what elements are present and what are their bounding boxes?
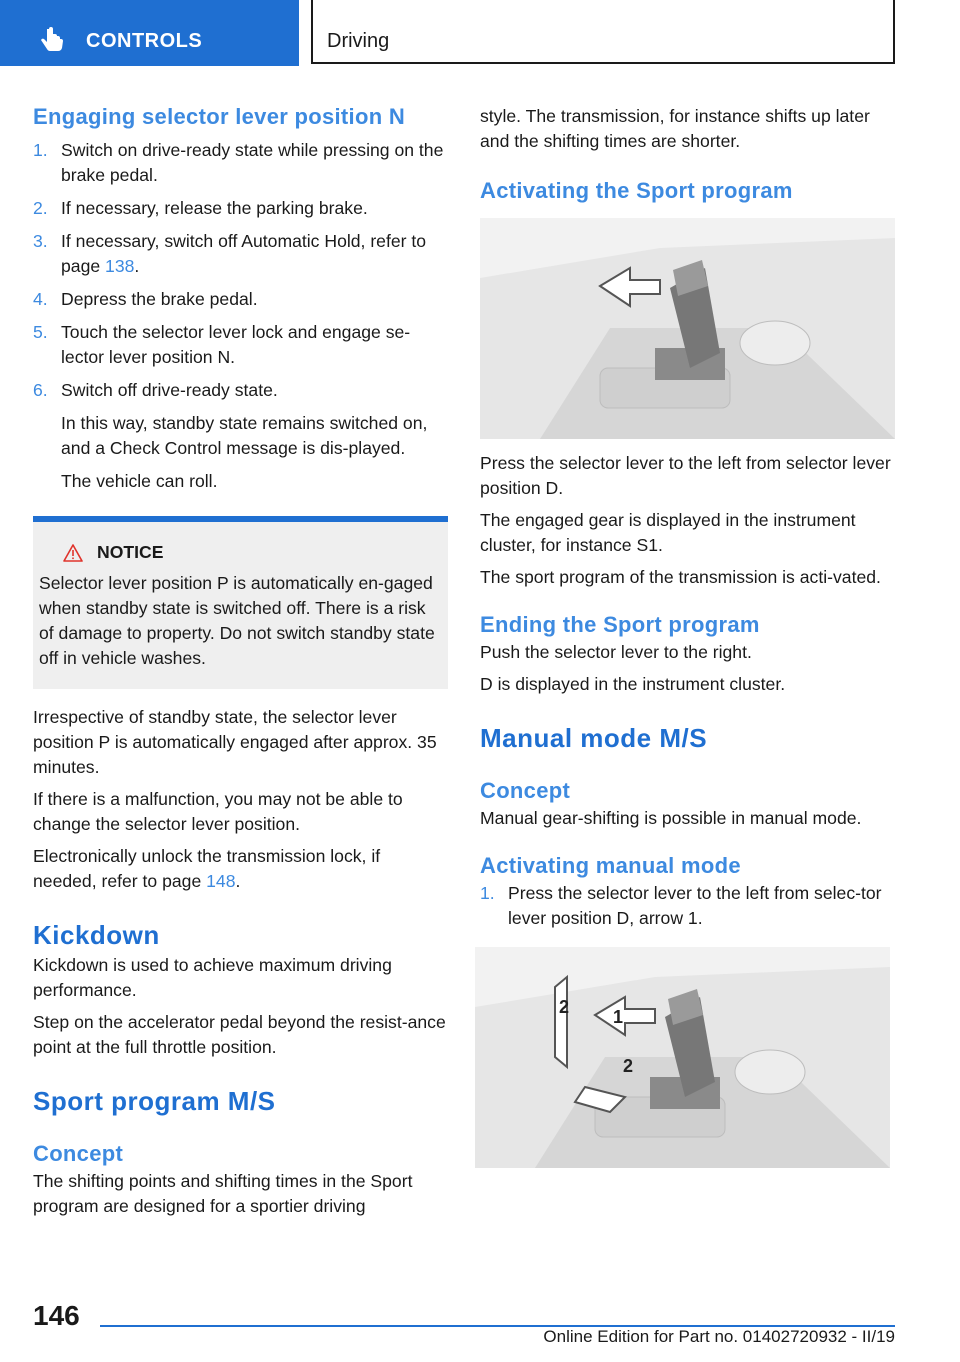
figure-selector-lever-manual xyxy=(475,947,890,1168)
paragraph: style. The transmission, for instance shifts up later and the shifting times are shorter. xyxy=(480,106,870,151)
list-item: 3. If necessary, switch off Automatic Hold, refer to page 138. xyxy=(33,231,427,276)
paragraph: Push the selector lever to the right. xyxy=(480,642,752,662)
heading-activating-sport: Activating the Sport program xyxy=(480,178,793,203)
paragraph: The engaged gear is displayed in the instrument cluster, for instance S1. xyxy=(480,510,856,555)
arrow-label: 1 xyxy=(613,1007,624,1027)
warning-icon xyxy=(63,544,83,562)
figure-selector-lever-sport xyxy=(480,218,895,439)
list-item: 6. Switch off drive-ready state. In this way, standby state remains switched on, and a Check Control message is dis‐played. The vehicle can roll. xyxy=(33,378,448,494)
section-tab[interactable] xyxy=(0,0,299,66)
manual-steps-list xyxy=(480,881,895,931)
edition-text: Online Edition for Part no. 01402720932 - II/19 xyxy=(543,1327,895,1346)
right-column xyxy=(480,104,895,1168)
heading-manual-mode: Manual mode M/S xyxy=(480,723,708,753)
paragraph: Manual gear-shifting is possible in manual mode. xyxy=(480,808,862,828)
step-note: The vehicle can roll. xyxy=(61,471,218,491)
paragraph: The sport program of the transmission is acti‐vated. xyxy=(480,567,881,587)
paragraph: Electronically unlock the transmission lock, if needed, refer to page 148. xyxy=(33,846,381,891)
section-label: CONTROLS xyxy=(86,30,203,52)
list-item: 1. Switch on drive-ready state while pressing on the brake pedal. xyxy=(33,140,444,185)
engage-steps-list xyxy=(33,138,448,494)
list-item: 1. Press the selector lever to the left from selec‐tor lever position D, arrow 1. xyxy=(480,883,882,928)
heading-activating-manual: Activating manual mode xyxy=(480,853,741,878)
chapter-header xyxy=(311,0,895,64)
selector-lever-illustration xyxy=(480,218,895,439)
paragraph: The shifting points and shifting times in the Sport program are designed for a sportier driving xyxy=(33,1171,413,1216)
list-item: 2. If necessary, release the parking brake. xyxy=(33,198,368,218)
paragraph: Step on the accelerator pedal beyond the resist‐ance point at the full throttle position. xyxy=(33,1012,446,1057)
left-column xyxy=(33,100,448,1219)
list-item: 5. Touch the selector lever lock and engage se‐lector lever position N. xyxy=(33,322,411,367)
selector-lever-arrows-illustration xyxy=(475,947,890,1168)
hand-pointer-icon xyxy=(38,26,66,54)
paragraph: D is displayed in the instrument cluster. xyxy=(480,674,786,694)
step-note: In this way, standby state remains switched on, and a Check Control message is dis‐played. xyxy=(61,413,428,458)
arrow-label: 2 xyxy=(559,997,570,1017)
page-link[interactable]: 138 xyxy=(105,256,135,276)
notice-box xyxy=(33,516,448,689)
heading-concept: Concept xyxy=(33,1141,124,1166)
page-number: 146 xyxy=(33,1300,80,1331)
heading-concept: Concept xyxy=(480,778,571,803)
paragraph: Kickdown is used to achieve maximum driving performance. xyxy=(33,955,392,1000)
heading-engage-n: Engaging selector lever position N xyxy=(33,104,406,129)
page-link[interactable]: 148 xyxy=(206,871,236,891)
heading-ending-sport: Ending the Sport program xyxy=(480,612,760,637)
paragraph: Press the selector lever to the left from selector lever position D. xyxy=(480,453,891,498)
arrow-label: 2 xyxy=(623,1056,634,1076)
list-item: 4. Depress the brake pedal. xyxy=(33,289,258,309)
heading-kickdown: Kickdown xyxy=(33,920,160,950)
paragraph: If there is a malfunction, you may not be able to change the selector lever position. xyxy=(33,789,403,834)
chapter-label: Driving xyxy=(327,30,390,52)
heading-sport-program: Sport program M/S xyxy=(33,1086,276,1116)
notice-title: NOTICE xyxy=(63,542,442,563)
notice-text: Selector lever position P is automatically en‐gaged when standby state is switched off. There is a risk of damage to property. Do not switch standby state off in vehicle washes. xyxy=(39,573,435,668)
paragraph: Irrespective of standby state, the selector lever position P is automatically engaged after approx. 35 minutes. xyxy=(33,707,437,777)
